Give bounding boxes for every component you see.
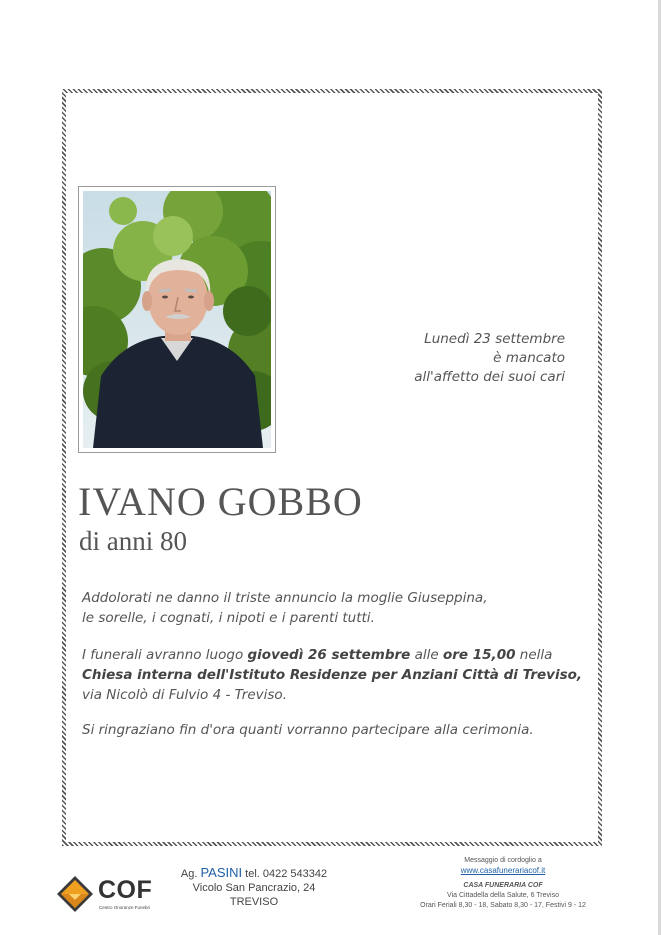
funeral-address: via Nicolò di Fulvio 4 - Treviso. bbox=[82, 687, 287, 703]
funeral-at: alle bbox=[410, 647, 443, 663]
cof-logo-text: COF bbox=[98, 876, 153, 904]
agency-info bbox=[170, 866, 338, 909]
family-line-2: le sorelle, i cognati, i nipoti e i parenti tutti. bbox=[82, 610, 375, 626]
announcement-passed: è mancato bbox=[493, 350, 565, 366]
condolence-label: Messaggio di cordoglio a bbox=[464, 857, 542, 864]
family-paragraph bbox=[82, 588, 552, 628]
thanks-line: Si ringraziano fin d'ora quanti vorranno partecipare alla cerimonia. bbox=[82, 722, 534, 738]
funeral-home-hours: Orari Feriali 8,30 - 18, Sabato 8,30 - 17, Festivi 9 - 12 bbox=[420, 902, 586, 909]
deceased-age: di anni 80 bbox=[79, 526, 187, 556]
announcement-family: all'affetto dei suoi cari bbox=[414, 369, 565, 385]
agency-name-row bbox=[170, 866, 338, 881]
agency-name: PASINI bbox=[200, 865, 243, 880]
thanks-paragraph bbox=[82, 720, 552, 740]
funeral-paragraph bbox=[82, 645, 583, 705]
funeral-home-address: Via Cittadella della Salute, 6 Treviso bbox=[447, 892, 559, 899]
portrait-image bbox=[83, 191, 271, 448]
church-name: Chiesa interna dell'Istituto Residenze per Anziani Città di Treviso, bbox=[82, 667, 583, 683]
condolence-url-link[interactable]: www.casafunerariacof.it bbox=[460, 866, 546, 875]
death-announcement bbox=[325, 330, 565, 387]
funeral-intro: I funerali avranno luogo bbox=[82, 647, 248, 663]
portrait-photo bbox=[78, 186, 276, 453]
agency-city: TREVISO bbox=[229, 896, 279, 908]
agency-prefix: Ag. bbox=[180, 868, 201, 880]
condolence-info bbox=[400, 856, 606, 911]
funeral-day: giovedì 26 settembre bbox=[247, 647, 411, 663]
funeral-time: ore 15,00 bbox=[442, 647, 516, 663]
agency-phone: tel. 0422 543342 bbox=[242, 868, 328, 880]
funeral-line-1 bbox=[82, 645, 552, 665]
funeral-in: nella bbox=[515, 647, 553, 663]
footer bbox=[0, 850, 661, 935]
family-line-1: Addolorati ne danno il triste annuncio la moglie Giuseppina, bbox=[82, 590, 488, 606]
deceased-name: IVANO GOBBO bbox=[78, 479, 363, 524]
announcement-date: Lunedì 23 settembre bbox=[424, 331, 565, 347]
funeral-home-name: CASA FUNERARIA COF bbox=[463, 882, 543, 889]
cof-logo-subtitle: Centro Onoranze Funebri bbox=[99, 905, 151, 910]
agency-street: Vicolo San Pancrazio, 24 bbox=[192, 882, 316, 894]
funeral-church bbox=[82, 665, 583, 685]
